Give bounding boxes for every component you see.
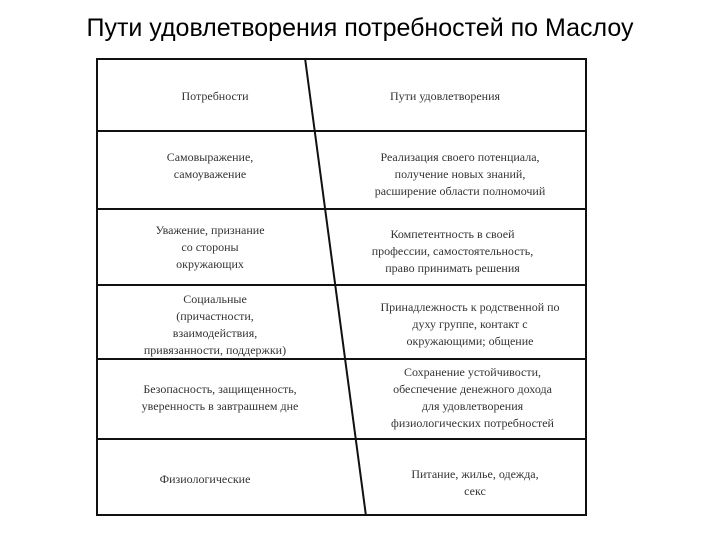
way-cell: Сохранение устойчивости, обеспечение денежного дохода для удовлетворения физиологических потребностей (391, 365, 554, 430)
way-cell: Принадлежность к родственной по духу группе, контакт с окружающими; общение (380, 300, 560, 348)
need-cell: Уважение, признание со стороны окружающих (155, 223, 265, 271)
way-cell: Реализация своего потенциала, получение новых знаний, расширение области полномочий (374, 150, 546, 198)
need-cell: Социальные (причастности, взаимодействия, привязанности, поддержки) (143, 292, 287, 357)
need-cell: Самовыражение, самоуважение (166, 150, 254, 181)
way-cell: Компетентность в своей профессии, самостоятельность, право принимать решения (371, 227, 534, 275)
need-cell: Физиологические (159, 472, 251, 486)
header-ways: Пути удовлетворения (389, 89, 501, 103)
way-cell: Питание, жилье, одежда, секс (411, 467, 539, 498)
header-needs: Потребности (181, 89, 249, 103)
need-cell: Безопасность, защищенность, уверенность в завтрашнем дне (141, 382, 299, 413)
page-title: Пути удовлетворения потребностей по Маслоу (86, 14, 634, 42)
